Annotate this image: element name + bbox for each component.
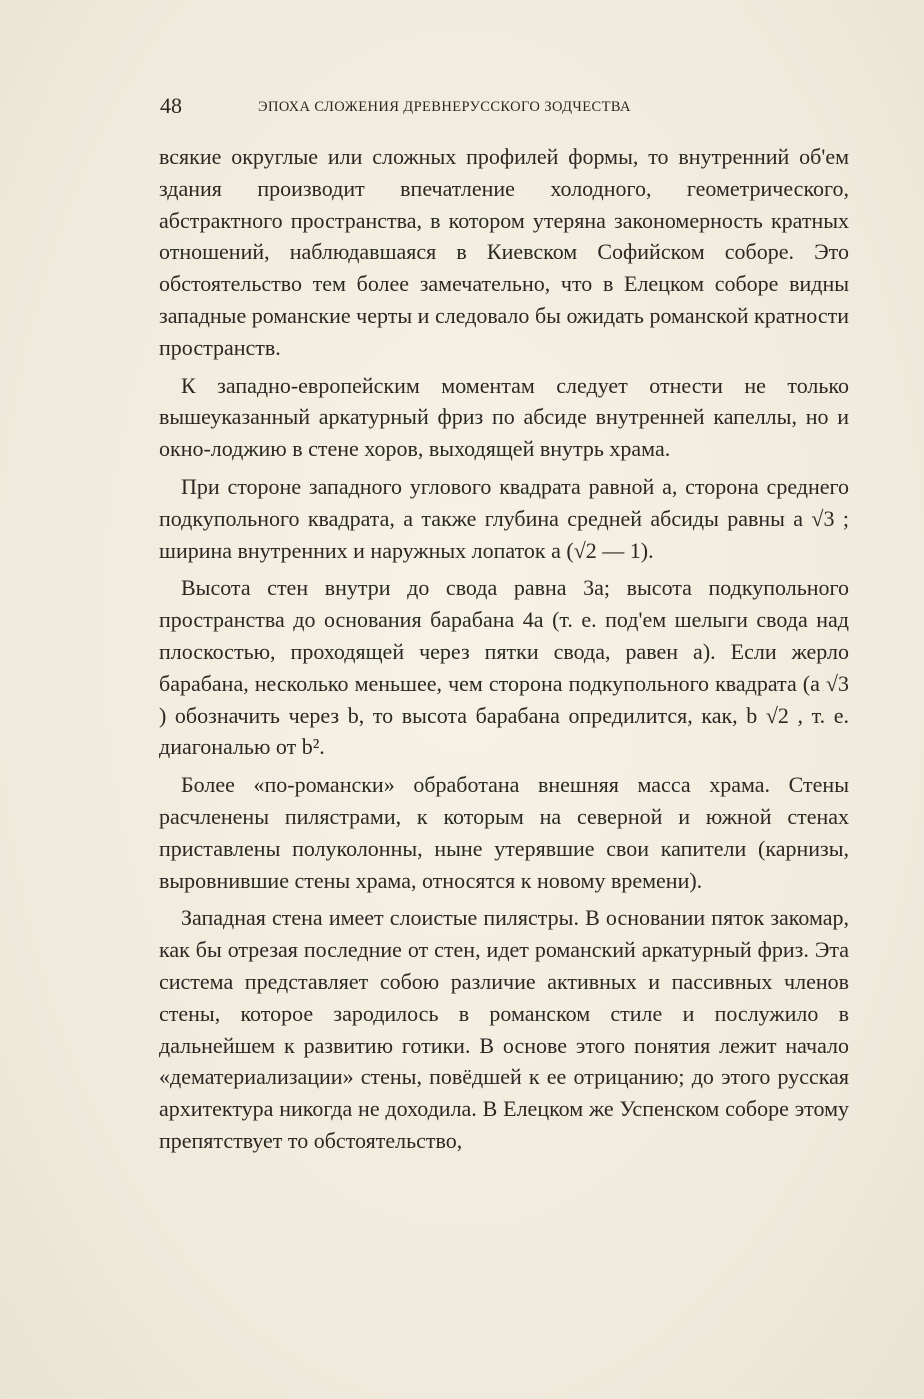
page-header [160, 92, 852, 120]
paragraph-1: всякие округлые или сложных профилей формы, то внутренний об'ем здания производит впечатление холодного, геометрического, абстрактного пространства, в котором утеряна закономерность кратных отношений, наблюдавшаяся в Киевском Софийском соборе. Это обстоятельство тем более замечательно, что в Елецком соборе видны западные романские черты и следовало бы ожидать романской кратности пространств. [159, 144, 849, 360]
page-number: 48 [160, 93, 182, 118]
paragraph-3: При стороне западного углового квадрата равной а, сторона среднего подкупольного квадрата, а также глубина средней абсиды равны а √3 ; ширина внутренних и наружных лопаток а (√2 — 1). [159, 473, 849, 563]
paragraph-5: Более «по-романски» обработана внешняя масса храма. Стены расчленены пилястрами, к которым на северной и южной стенах приставлены полуколонны, ныне утерявшие свои капители (карнизы, выровнившие стены храма, относятся к новому времени). [159, 772, 849, 893]
paragraph-4: Высота стен внутри до свода равна 3а; высота подкупольного пространства до основания барабана 4а (т. е. под'ем шелыги свода над плоскостью, проходящей через пятки свода, равен а). Если жерло барабана, несколько меньшее, чем сторона подкупольного квадрата (а √3 ) обозначить через b, то высота барабана опредилится, как, b √2 , т. е. диагональю от b². [159, 575, 849, 760]
body-text [159, 141, 849, 1157]
running-title: ЭПОХА СЛОЖЕНИЯ ДРЕВНЕРУССКОГО ЗОДЧЕСТВА [258, 99, 631, 115]
paragraph-2: К западно-европейским моментам следует отнести не только вышеуказанный аркатурный фриз по абсиде внутренней капеллы, но и окно-лоджию в стене хоров, выходящей внутрь храма. [159, 372, 849, 462]
paragraph-6: Западная стена имеет слоистые пилястры. В основании пяток закомар, как бы отрезая последние от стен, идет романский аркатурный фриз. Эта система представляет собою различие активных и пассивных членов стены, которое зародилось в романском стиле и послужило в дальнейшем к развитию готики. В основе этого понятия лежит начало «дематериализации» стены, повёдшей к ее отрицанию; до этого русская архитектура никогда не доходила. В Елецком же Успенском соборе этому препятствует то обстоятельство, [159, 905, 849, 1153]
